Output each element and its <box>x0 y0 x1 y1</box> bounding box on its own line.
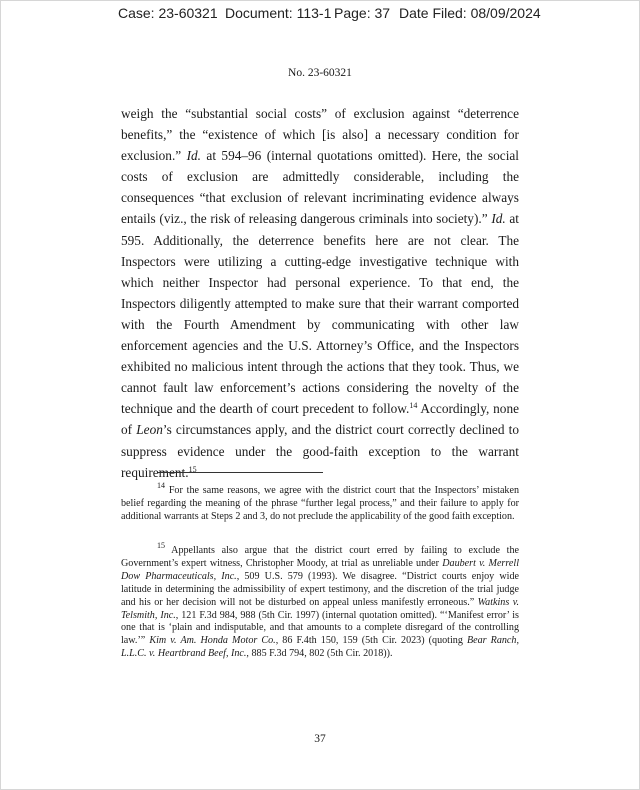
citation-id: Id. <box>186 148 202 164</box>
footnote-ref-14[interactable]: 14 <box>409 401 418 411</box>
footnote-15-text: , 86 F.4th 150, 159 (5th Cir. 2023) (quoting <box>275 635 467 647</box>
page-number: 37 <box>314 733 326 745</box>
case-name: Daubert v. Merrell Dow Pharmaceuticals, Inc. <box>121 557 519 582</box>
footnote-15-text: Appellants also argue that the district court erred by failing to exclude the Government’s expert witness, Christopher Moody, at trial as unreliable under <box>121 545 519 569</box>
footnote-14 <box>121 481 519 524</box>
footnote-14-text: For the same reasons, we agree with the district court that the Inspectors’ mistaken belief regarding the meaning of the phrase “further legal process,” and their failure to apply for additional warrants at Steps 2 and 3, do not preclude the applicability of the good faith exception. <box>121 485 519 522</box>
body-paragraph <box>121 103 519 483</box>
footnote-divider <box>158 472 323 473</box>
case-name: Bear Ranch, L.L.C. v. Heartbrand Beef, Inc. <box>121 635 519 660</box>
footnote-15 <box>121 541 519 661</box>
body-text-4: Accordingly, none of <box>121 401 519 438</box>
header-document: Document: 113-1 <box>225 5 332 21</box>
footnote-marker-15: 15 <box>157 541 165 550</box>
footnote-15-text: , 509 U.S. 579 (1993). We disagree. “District courts enjoy wide latitude in determining the admissibility of expert testimony, and the discretion of the trial judge and his or her decision will not be disturbed on appeal unless manifestly erroneous.” <box>121 570 519 608</box>
footnote-15-text: , 121 F.3d 984, 988 (5th Cir. 1997) (internal quotation omitted). “‘Manifest error’ is one that is ‘plain and indisputable, and that amounts to a complete disregard of the controlling law.’” <box>121 609 519 647</box>
case-name: Watkins v. Telsmith, Inc. <box>121 596 519 621</box>
citation-id: Id. <box>491 211 506 227</box>
header-page: Page: 37 <box>334 5 391 21</box>
footnote-15-text: , 885 F.3d 794, 802 (5th Cir. 2018)). <box>246 648 393 660</box>
footnote-ref-15[interactable]: 15 <box>188 464 197 474</box>
header-date-filed: Date Filed: 08/09/2024 <box>399 5 541 21</box>
body-text-1: weigh the “substantial social costs” of exclusion against “deterrence benefits,” the “existence of which [is also] a necessary condition for exclusion.” <box>121 106 519 164</box>
case-name: Kim v. Am. Honda Motor Co. <box>149 635 276 647</box>
body-text-5: ’s circumstances apply, and the district court correctly declined to suppress evidence under the good-faith exception to the warrant requirement. <box>121 422 519 480</box>
body-text-2: at 594–96 (internal quotations omitted). Here, the social costs of exclusion are admittedly considerable, including the consequences “that exclusion of relevant incriminating evidence always entails (viz., the risk of releasing dangerous criminals into society).” <box>121 148 519 227</box>
body-text-3: at 595. Additionally, the deterrence benefits here are not clear. The Inspectors were utilizing a cutting-edge investigative technique with which neither Inspector had personal experience. To that end, the Inspectors diligently attempted to make sure that their warrant comported with the Fourth Amendment by communicating with other law enforcement agencies and the U.S. Attorney’s Office, and the Inspectors exhibited no malicious intent through the actions that they took. Thus, we cannot fault law enforcement’s actions considering the novelty of the technique and the dearth of court precedent to follow. <box>121 211 520 417</box>
case-number: No. 23-60321 <box>288 67 352 79</box>
header-case: Case: 23-60321 <box>118 5 218 21</box>
case-name-leon: Leon <box>136 422 163 438</box>
footnote-marker-14: 14 <box>157 481 165 490</box>
